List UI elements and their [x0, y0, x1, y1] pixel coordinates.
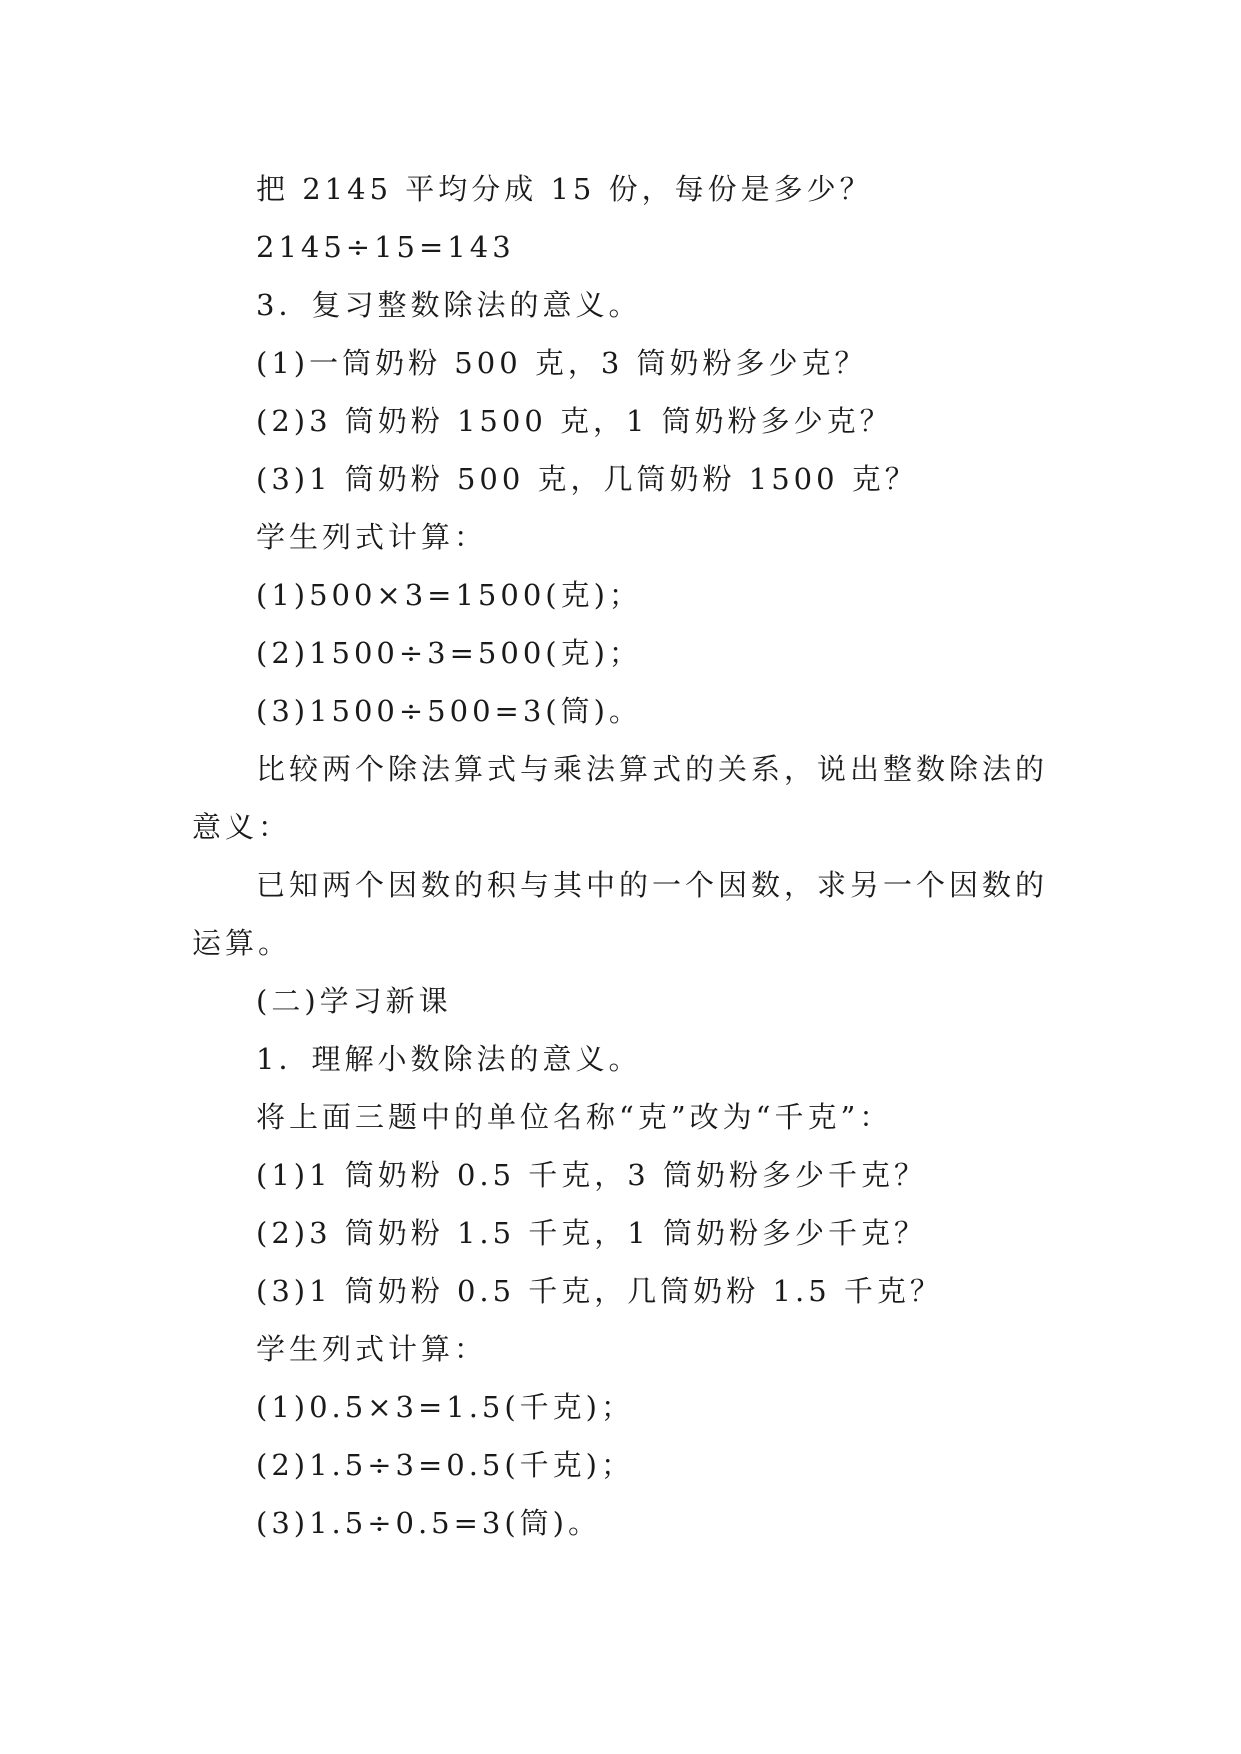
paragraph: 学生列式计算：: [256, 1332, 488, 1366]
equation-item: (3)1500÷500=3(筒)。: [256, 694, 642, 728]
paragraph: 把 2145 平均分成 15 份，每份是多少？: [256, 172, 873, 206]
equation-item: (1)500×3=1500(克)；: [256, 578, 642, 612]
question-item: (1)1 筒奶粉 0.5 千克，3 筒奶粉多少千克？: [256, 1158, 927, 1192]
paragraph: 将上面三题中的单位名称“克”改为“千克”：: [256, 1100, 893, 1134]
equation-item: (2)1500÷3=500(克)；: [256, 636, 642, 670]
equation-item: (2)1.5÷3=0.5(千克)；: [256, 1448, 634, 1482]
question-item: (2)3 筒奶粉 1.5 千克，1 筒奶粉多少千克？: [256, 1216, 927, 1250]
question-item: (3)1 筒奶粉 0.5 千克，几筒奶粉 1.5 千克？: [256, 1274, 943, 1308]
question-item: (3)1 筒奶粉 500 克，几筒奶粉 1500 克？: [256, 462, 918, 496]
section-heading: 3．复习整数除法的意义。: [256, 288, 642, 322]
paragraph: 比较两个除法算式与乘法算式的关系，说出整数除法的意义：: [192, 752, 1049, 844]
section-heading: 1．理解小数除法的意义。: [256, 1042, 642, 1076]
question-item: (2)3 筒奶粉 1500 克，1 筒奶粉多少克？: [256, 404, 893, 438]
equation-item: (1)0.5×3=1.5(千克)；: [256, 1390, 634, 1424]
paragraph: 已知两个因数的积与其中的一个因数，求另一个因数的运算。: [192, 868, 1049, 960]
paragraph: 2145÷15=143: [256, 230, 515, 264]
document-body: [192, 160, 1054, 1552]
section-heading: (二)学习新课: [256, 984, 452, 1018]
paragraph: 学生列式计算：: [256, 520, 488, 554]
equation-item: (3)1.5÷0.5=3(筒)。: [256, 1506, 601, 1540]
question-item: (1)一筒奶粉 500 克，3 筒奶粉多少克？: [256, 346, 868, 380]
